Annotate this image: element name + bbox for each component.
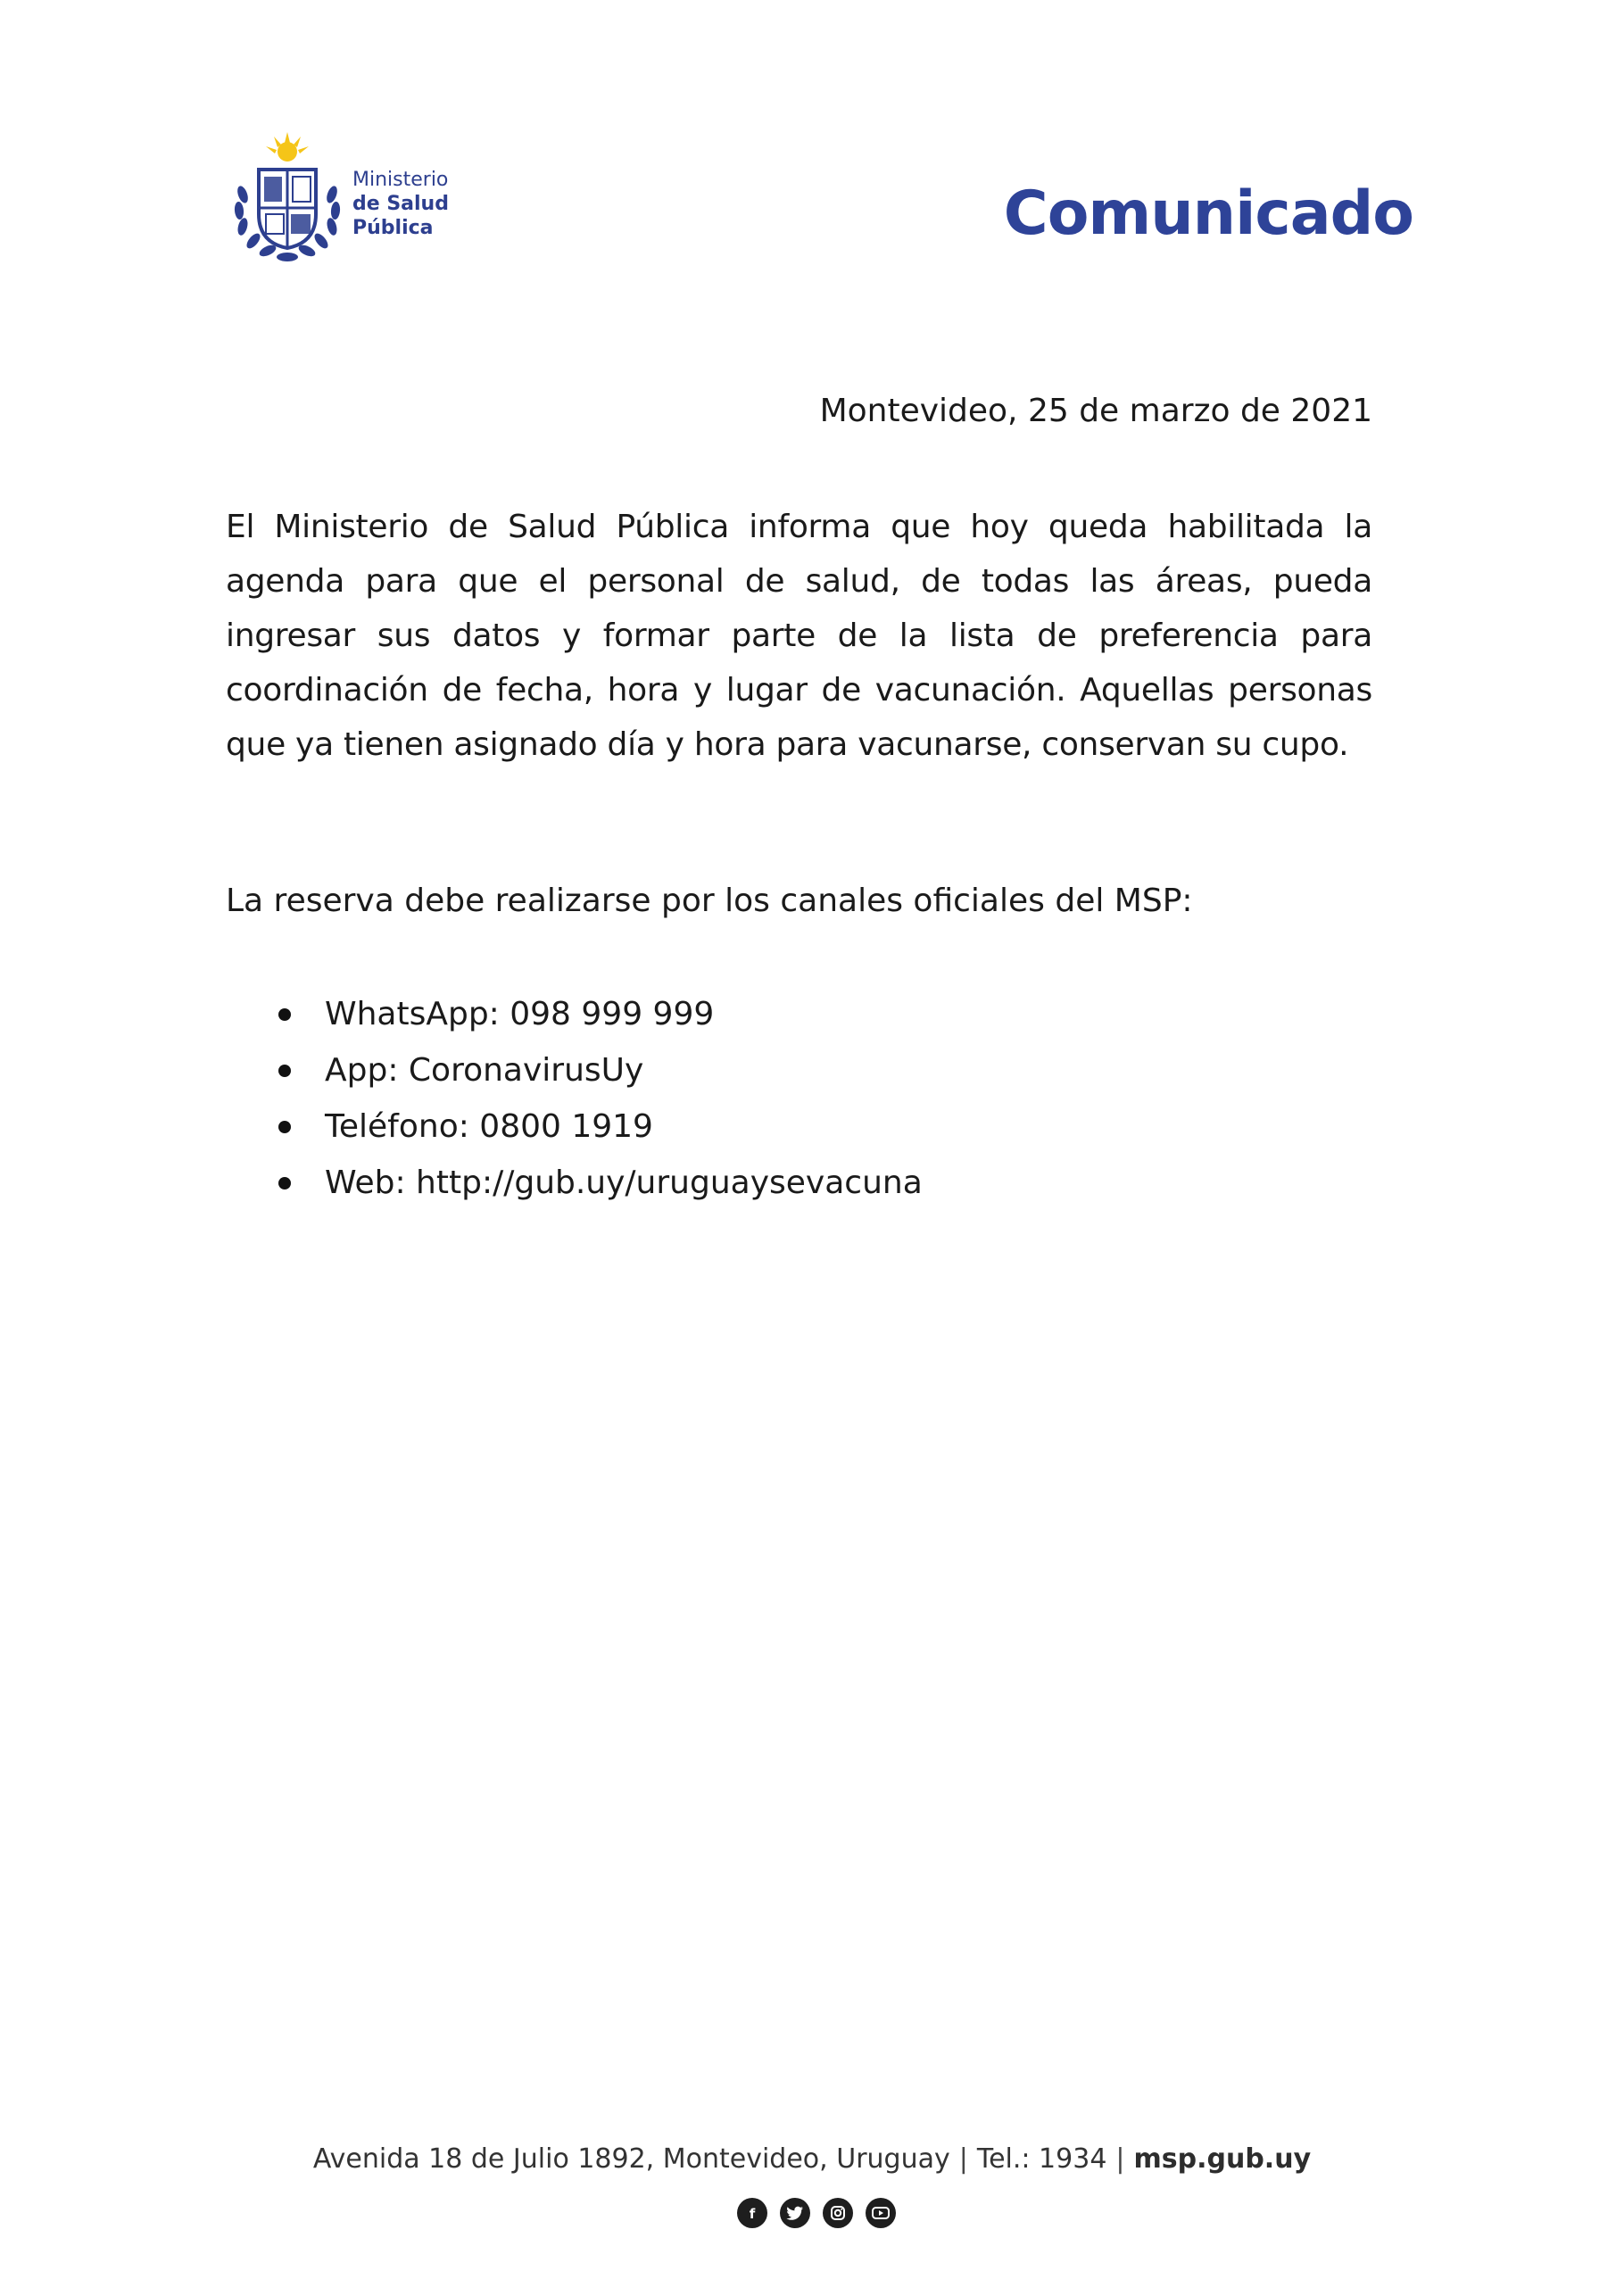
footer-separator: | [958,2143,968,2175]
instagram-icon[interactable] [823,2198,853,2228]
ministry-logo [230,132,489,266]
channels-intro: La reserva debe realizarse por los canales oficiales del MSP: [226,883,1193,919]
footer-phone: Tel.: 1934 [976,2143,1107,2175]
footer-separator: | [1115,2143,1125,2175]
bullet-icon [278,1121,291,1133]
coat-of-arms-icon [230,132,344,266]
channels-list [226,992,923,1217]
bullet-icon [278,1065,291,1077]
channel-item-whatsapp [226,992,923,1049]
footer-address: Avenida 18 de Julio 1892, Montevideo, Uruguay [312,2143,950,2175]
ministry-name-line3: Pública [352,217,434,239]
ministry-name-line2: de Salud [352,193,449,215]
channel-item-web [226,1161,923,1217]
channel-label: Web: http://gub.uy/uruguaysevacuna [325,1165,923,1201]
footer-website-link[interactable]: msp.gub.uy [1133,2143,1312,2175]
ministry-name-line1: Ministerio [352,169,449,191]
channel-item-app [226,1049,923,1105]
social-icons [737,2198,896,2228]
twitter-icon[interactable] [780,2198,810,2228]
letter-date: Montevideo, 25 de marzo de 2021 [819,393,1372,429]
channel-label: WhatsApp: 098 999 999 [325,996,715,1032]
footer-contact [0,2142,1624,2177]
letter-paragraph: El Ministerio de Salud Pública informa que hoy queda habilitada la agenda para que el personal de salud, de todas las áreas, pueda ingresar sus datos y formar parte de la lista de preferencia para coordinación de fecha, hora y lugar de vacunación. Aquellas personas que ya tienen asignado día y hora para vacunarse, conservan su cupo. [226,509,1372,763]
channel-item-phone [226,1105,923,1161]
bullet-icon [278,1008,291,1021]
document-type-title: Comunicado [1003,178,1413,249]
youtube-icon[interactable] [866,2198,896,2228]
svg-text:f: f [749,2206,756,2221]
channel-label: App: CoronavirusUy [325,1052,644,1089]
ministry-name [352,168,449,240]
facebook-icon[interactable] [737,2198,767,2228]
bullet-icon [278,1177,291,1189]
channel-label: Teléfono: 0800 1919 [325,1108,653,1145]
